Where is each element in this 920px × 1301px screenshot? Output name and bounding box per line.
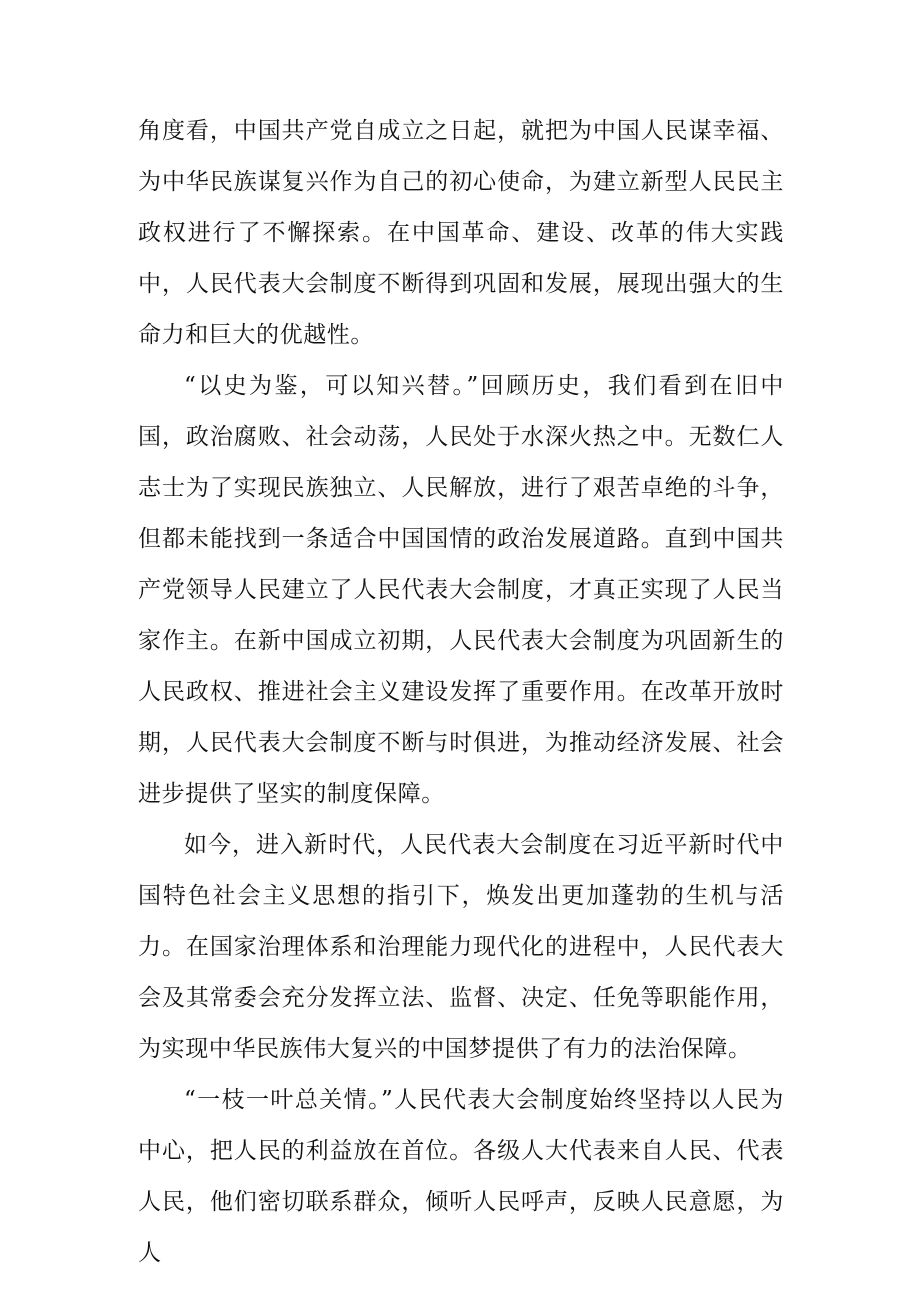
document-body [138,106,784,1279]
paragraph-3: 如今，进入新时代，人民代表大会制度在习近平新时代中国特色社会主义思想的指引下，焕发出更加蓬勃的生机与活力。在国家治理体系和治理能力现代化的进程中，人民代表大会及其常委会充分发挥立法、监督、决定、任免等职能作用，为实现中华民族伟大复兴的中国梦提供了有力的法治保障。 [138,832,784,1062]
paragraph-4: “一枝一叶总关情。”人民代表大会制度始终坚持以人民为中心，把人民的利益放在首位。各级人大代表来自人民、代表人民，他们密切联系群众，倾听人民呼声，反映人民意愿，为人 [138,1087,784,1266]
paragraph-1: 角度看，中国共产党自成立之日起，就把为中国人民谋幸福、为中华民族谋复兴作为自己的初心使命，为建立新型人民民主政权进行了不懈探索。在中国革命、建设、改革的伟大实践中，人民代表大会制度不断得到巩固和发展，展现出强大的生命力和巨大的优越性。 [138,118,784,348]
paragraph-2: “以史为鉴，可以知兴替。”回顾历史，我们看到在旧中国，政治腐败、社会动荡，人民处于水深火热之中。无数仁人志士为了实现民族独立、人民解放，进行了艰苦卓绝的斗争，但都未能找到一条适合中国国情的政治发展道路。直到中国共产党领导人民建立了人民代表大会制度，才真正实现了人民当家作主。在新中国成立初期，人民代表大会制度为巩固新生的人民政权、推进社会主义建设发挥了重要作用。在改革开放时期，人民代表大会制度不断与时俱进，为推动经济发展、社会进步提供了坚实的制度保障。 [138,373,784,807]
